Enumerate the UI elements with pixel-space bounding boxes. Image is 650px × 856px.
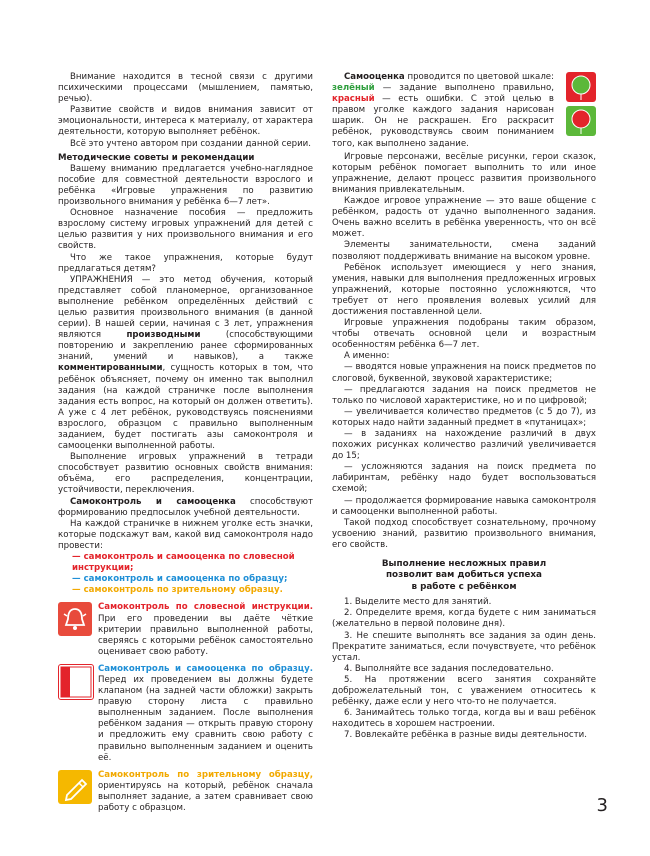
rules-heading-line: Выполнение несложных правил [381,559,547,570]
body-paragraph: Такой подход способствует сознательному, прочному усвоению знаний, развитию произвольного внимания, его свойств. [332,517,596,550]
rule-item: 3. Не спешите выполнять все задания за один день. Прекратите заниматься, если почувствуете, что ребёнок устал. [332,630,596,663]
list-item: — предлагаются задания на поиск предметов не только по числовой характеристике, но и по цифровой; [332,384,596,406]
visual-sample-block [58,770,313,814]
body-paragraph: Каждое игровое упражнение — это ваше общение с ребёнком, радость от удачно выполненного задания. Очень важно вселить в ребёнка уверенность, что он всё может. [332,196,596,240]
methods-paragraph: Основное назначение пособия — предложить взрослому систему игровых упражнений для детей с целью развития у них произвольного внимания и его свойств. [58,208,313,252]
mode-item-visual: — самоконтроль по зрительному образцу. [72,585,283,596]
text-run: проводится по цветовой шкале: [404,72,554,82]
block-text: Перед их проведением вы должны будете клапаном (на задней части обложки) закрыть правую сторону листа с правильно выполненным заданием. После выполнения ребёнком задания — открыть правую сторону и предложить ему сравнить свою работу с правильно выполненным заданием и оценить её. [98,674,313,763]
section-heading: Методические советы и рекомендации [58,152,255,163]
self-control-modes-list [58,552,313,596]
card-icon [58,664,94,700]
rule-item: 1. Выделите место для занятий. [344,597,492,608]
term-bold: Самооценка [344,72,405,82]
mode-item-verbal: — самоконтроль и самооценка по словесной инструкции; [72,552,295,574]
right-column [332,72,596,741]
body-paragraph: А именно: [344,351,390,362]
self-assessment-paragraph [332,72,596,150]
verbal-instruction-block [58,602,313,657]
methods-paragraph [58,497,313,519]
rules-heading [332,559,596,593]
intro-paragraph: Развитие свойств и видов внимания зависит от эмоциональности, интереса к материалу, от характера деятельности, которую выполняет ребёнок. [58,105,313,138]
mode-item-sample: — самоконтроль и самооценка по образцу; [72,574,288,585]
methods-paragraph: Что же такое упражнения, которые будут предлагаться детям? [58,252,313,274]
pencil-icon [58,770,92,804]
list-item: — усложняются задания на поиск предмета по лабиринтам, ребёнку надо будет воспользоваться схемой; [332,462,596,495]
block-text: При его проведении вы даёте чёткие критерии правильно выполненной работы, сверяясь с которыми ребёнок самостоятельно оценивает свою работу. [98,613,313,657]
methods-paragraph: Выполнение игровых упражнений в тетради способствует развитию основных свойств внимания: объёма, его распределения, концентрации, устойчивости, переключения. [58,452,313,496]
block-title: Самоконтроль и самооценка по образцу. [98,663,313,674]
body-paragraph: Элементы занимательности, смена заданий позволяют поддерживать внимание на высоком уровне. [332,240,596,262]
body-paragraph: Игровые персонажи, весёлые рисунки, герои сказок, которым ребёнок помогает выполнить то или иное упражнение, делают процесс развития произвольного внимания привлекательным. [332,151,596,195]
list-item: — продолжается формирование навыка самоконтроля и самооценки выполненной работы. [332,495,596,517]
term-bold: производными [126,330,201,341]
rule-item: 4. Выполняйте все задания последовательно. [344,663,554,674]
red-label: красный [332,94,375,105]
text-run: (способствующими повторению и закреплению ранее сформированных знаний, умений и навыков), а также [58,330,313,363]
green-label: зелёный [332,83,375,94]
term-bold: комментированными [58,363,163,374]
intro-paragraph: Внимание находится в тесной связи с другими психическими процессами (мышлением, памятью, речью). [58,72,313,105]
list-item: — в заданиях на нахождение различий в двух похожих рисунках количество различий увеличивается до 15; [332,429,596,462]
bell-icon [58,602,92,636]
rule-item: 2. Определите время, когда будете с ним заниматься (желательно в первой половине дня). [332,608,596,630]
block-title: Самоконтроль по зрительному образцу, [98,769,313,780]
body-paragraph: Ребёнок использует имеющиеся у него знания, умения, навыки для выполнения предложенных игровых упражнений, которые постоянно усложняются, что требует от него проявления волевых усилий для достижения поставленной цели. [332,262,596,317]
term-bold: Самоконтроль и самооценка [70,496,236,507]
exercises-paragraph [58,275,313,453]
green-ball-icon [566,72,596,102]
rule-item: 5. На протяжении всего занятия сохраняйте доброжелательный тон, с уважением относитесь к ребёнку, даже если у него что-то не получается. [332,674,596,708]
page-number: 3 [596,795,608,816]
intro-paragraph: Всё это учтено автором при создании данной серии. [70,138,311,149]
block-title: Самоконтроль по словесной инструкции. [98,602,313,613]
text-run: — задание выполнено правильно, [374,83,554,94]
list-item: — вводятся новые упражнения на поиск предметов по слоговой, буквенной, звуковой характеристике; [332,362,596,384]
text-run: , сущность которых в том, что ребёнок объясняет, почему он именно так выполнил задания (на каждой страничке после выполнения задания есть вопрос, на который он должен ответить). А уже с 4 лет ребёнок, руководствуясь пояснениями взрослого, образцом с правильно выполненным заданием, будет постигать азы самоконтроля и самооценки выполненной работы. [58,363,313,452]
left-column [58,72,313,814]
color-scale [566,72,596,140]
text-run: — есть ошибки. С этой целью в правом уголке каждого задания нарисован шарик. Он не раскрашен. Его раскрасит ребёнок, руководствуясь своим пониманием того, как выполнено задание. [332,94,554,149]
methods-paragraph: Вашему вниманию предлагается учебно-наглядное пособие для совместной деятельности взрослого и ребёнка «Игровые упражнения по развитию произвольного внимания у ребёнка 6—7 лет». [58,163,313,208]
rule-item: 6. Занимайтесь только тогда, когда вы и ваш ребёнок находитесь в хорошем настроении. [332,708,596,730]
list-item: — увеличивается количество предметов (с 5 до 7), из которых надо найти заданный предмет в «путаницах»; [332,406,596,428]
rules-heading-line: позволит вам добиться успеха [385,570,542,581]
methods-paragraph: На каждой страничке в нижнем уголке есть значки, которые подскажут вам, какой вид самоконтроля надо провести: [58,518,313,551]
sample-block [58,664,313,764]
body-paragraph: Игровые упражнения подобраны таким образом, чтобы отвечать основной цели и возрастным особенностям ребёнка 6—7 лет. [332,318,596,351]
self-assessment-section [332,72,596,150]
red-ball-icon [566,106,596,136]
text-run: УПРАЖНЕНИЯ — это метод обучения, который представляет собой планомерное, организованное выполнение ребёнком определённых действий с целью развития произвольного внимания (в данной серии). В нашей серии, начиная с 3 лет, упражнения являются [58,274,313,341]
rules-heading-line: в работе с ребёнком [411,581,517,592]
rule-item: 7. Вовлекайте ребёнка в разные виды деятельности. [344,730,587,741]
text-run: способствуют формированию предпосылок учебной деятельности. [58,496,313,518]
block-text: ориентируясь на который, ребёнок сначала выполняет задание, а затем сравнивает свою работу с образцом. [98,780,313,813]
